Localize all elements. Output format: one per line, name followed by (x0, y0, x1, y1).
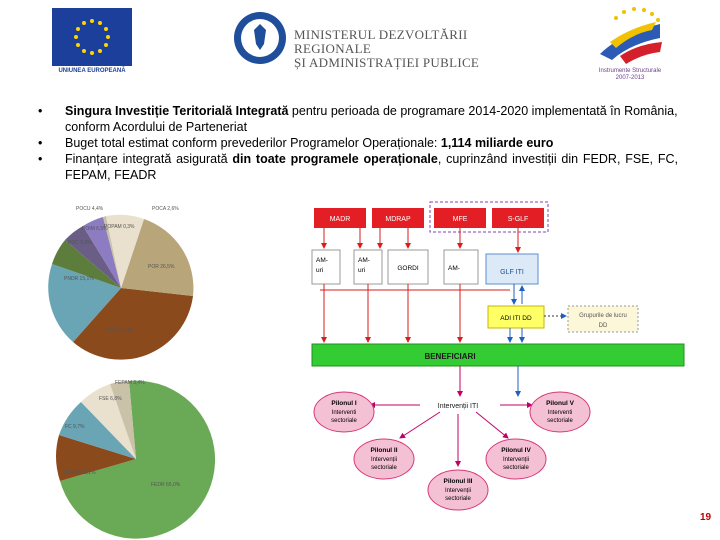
bullet-text: , cuprinzând investiții din FEDR, FSE, FC, FEPAM, FEADR (65, 152, 678, 182)
gordi-label: GORDI (397, 265, 419, 272)
is-caption-line1: Instrumente Structurale (598, 68, 662, 74)
pilon-title: Pilonul II (370, 447, 398, 454)
pie-label: FSE 6,8% (99, 396, 122, 402)
pie-label: FEPAM 3,4% (115, 380, 145, 386)
instrumente-structurale-logo (590, 4, 670, 82)
adi-iti-dd-label: ADI ITI DD (500, 315, 532, 322)
pie-label: PNDR 15,1% (64, 276, 94, 282)
bullet-bold: din toate programele operaționale (232, 152, 438, 166)
ministry-name-line2: ȘI ADMINISTRAȚIEI PUBLICE (294, 55, 480, 70)
pie-label: FEDR 65,0% (151, 482, 181, 488)
pilon-text: sectoriale (547, 418, 573, 424)
am-label: AM- (316, 257, 328, 264)
madr-label: MADR (329, 216, 351, 223)
grupuri-lucru-label: DD (598, 323, 608, 329)
pilon-text: Intervenții (370, 457, 398, 463)
pie-chart-funds (55, 378, 217, 540)
interventii-iti-label: Intervenții ITI (437, 403, 479, 410)
instrumente-structurale-icon (590, 4, 670, 66)
pilon-text: sectoriale (503, 465, 529, 471)
am-label: AM- (358, 257, 370, 264)
pilon-text: sectoriale (331, 418, 357, 424)
pilon-text: Intervenții (502, 457, 530, 463)
eu-logo (52, 8, 132, 78)
eu-flag-icon (52, 8, 132, 66)
pilon-text: sectoriale (445, 496, 471, 502)
pie-label: POCA 2,6% (152, 206, 179, 212)
pie-label: POPAM 0,3% (104, 224, 135, 230)
arrow (476, 412, 508, 438)
am-label: AM- (448, 265, 460, 272)
pilon-title: Pilonul V (546, 400, 574, 407)
bullet-item (38, 103, 678, 135)
bullet-item (38, 135, 678, 151)
am-label: uri (316, 267, 324, 274)
pie-slices (56, 381, 215, 539)
pie-label: POC 5,9% (68, 240, 92, 246)
bullet-icon: • (38, 136, 43, 150)
pilon-title: Pilonul IV (501, 447, 531, 454)
pie-label: FEADR 15,1% (63, 470, 96, 476)
ministry-seal-icon (232, 10, 288, 66)
pie-label: POS 33,9% (108, 328, 135, 334)
bullet-bold: Singura Investiție Teritorială Integrată (65, 104, 289, 118)
pilon-title: Pilonul III (443, 478, 473, 485)
arrow (400, 412, 440, 438)
beneficiari-bar (312, 344, 684, 366)
ministry-logo (232, 10, 502, 70)
eu-caption: UNIUNEA EUROPEANĂ (58, 68, 126, 74)
pilon-text: sectoriale (371, 465, 397, 471)
ministry-name-line1: MINISTERUL DEZVOLTĂRII REGIONALE (294, 27, 468, 56)
am-label: uri (358, 267, 366, 274)
glf-iti-label: GLF ITI (500, 269, 524, 276)
pilon-text: Interventi (547, 410, 573, 416)
bullet-item (38, 151, 678, 183)
pie-label: FC 9,7% (65, 424, 85, 430)
is-caption-line2: 2007-2013 (615, 75, 645, 81)
pie-label: POCU 4,4% (76, 206, 104, 212)
grupuri-lucru-label: Grupurile de lucru (579, 313, 627, 319)
pie-chart-programs (48, 200, 198, 360)
mdrap-label: MDRAP (385, 216, 411, 223)
sglf-label: S-GLF (507, 216, 529, 223)
bullet-icon: • (38, 152, 43, 166)
pilon-text: Intervenții (444, 488, 472, 494)
beneficiari-label: BENEFICIARI (424, 352, 476, 361)
pilon-text: Interventi (331, 410, 357, 416)
iti-structure-diagram (300, 200, 700, 530)
page-number: 19 (700, 512, 712, 523)
mfe-label: MFE (452, 216, 468, 223)
bullet-text: Finanțare integrată asigurată (65, 152, 233, 166)
bullet-icon: • (38, 104, 43, 118)
bullet-list (38, 103, 678, 183)
bullet-text: pentru perioada de programare 2014-2020 implementată în România, conform Acordului de Parteneriat (65, 104, 678, 134)
pie-label: POIM 6,5% (82, 226, 108, 232)
bullet-bold: 1,114 miliarde euro (440, 136, 554, 150)
bullet-text: Buget total estimat conform prevederilor Programelor Operaționale: (65, 136, 441, 150)
pilon-title: Pilonul I (331, 400, 357, 407)
pie-label: POR 26,5% (148, 264, 175, 270)
pie-slices (48, 215, 193, 360)
